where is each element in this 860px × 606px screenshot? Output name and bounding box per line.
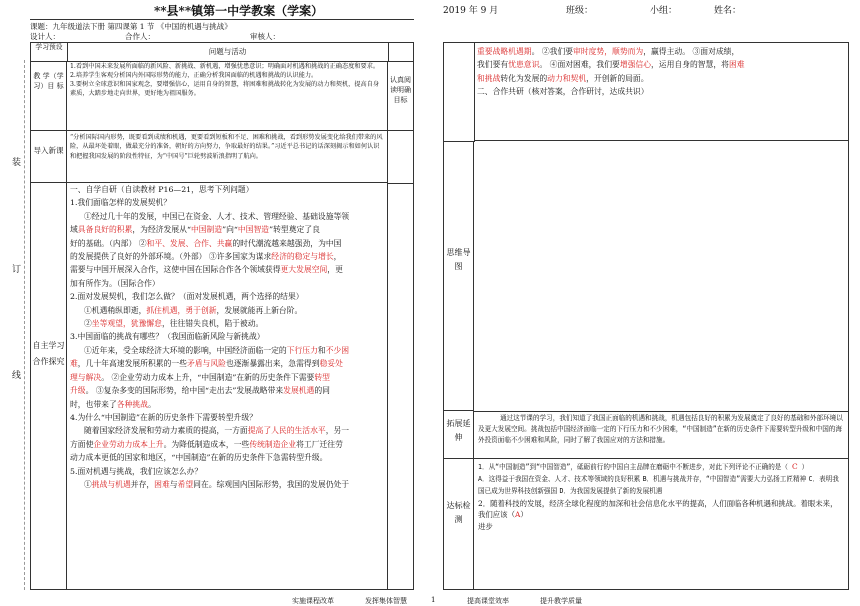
answer-a: A <box>514 510 521 520</box>
answer-line: 时，也带来了各种挑战。 <box>70 399 156 409</box>
section-heading: 一、自学自研（自读教材 P16—21，思考下列问题） <box>70 185 254 194</box>
answer-line: 我们要有忧患意识。 ④面对困难，我们要增强信心，运用自身的智慧，将困难 <box>477 60 745 70</box>
answer-line: 随着国家经济发展和劳动力素质的提高，一方面提高了人民的生活水平，另一 <box>84 426 350 436</box>
class-label: 班级： <box>566 6 594 16</box>
answer-line: ①经过几十年的发展，中国已在资金、人才、技术、管理经验、基础设施等领 <box>84 211 350 221</box>
mindmap-area <box>474 141 848 412</box>
test-content <box>474 459 848 589</box>
binding-line <box>24 60 25 590</box>
answer-line: ①挑战与机遇并存，困难与希望同在。综观国内国际形势，我国的发展仍处于 <box>84 479 350 489</box>
binding-char-ding: 订 <box>12 265 22 275</box>
group-label: 小组： <box>650 6 678 16</box>
test-options: A．这得益于我国在资金、人才、技术等领域的良好积累 B．机遇与挑战并存，“中国智造”需要大力弘扬工匠精神 C．表明我国已成为世界科技创新强国 D．为我国发展提供了新的发展机遇 <box>478 475 839 496</box>
answer-line: ①机遇稍纵即逝，抓住机遇，勇于创新，发展就能再上新台阶。 <box>84 305 303 315</box>
right-table <box>443 42 849 590</box>
answer-line: 的发展提供了良好的外部环境。（外部） ③许多国家为谋求经济的稳定与增长， <box>70 252 342 262</box>
answer-line: 难，几十年高速发展所积累的一些矛盾与风险也逐渐暴露出来，急需得到稳妥处 <box>70 359 343 369</box>
binding-char-zhuang: 装 <box>12 158 22 168</box>
section-heading: 二、合作共研（核对答案，合作研讨，达成共识） <box>477 87 649 97</box>
answer-c: C <box>791 462 798 471</box>
study-content <box>67 183 388 589</box>
footer-text-2: 发挥集体智慧 <box>365 597 407 605</box>
question-4: 4.为什么“中国制造”在新的历史条件下需要转型升级？ <box>70 412 257 422</box>
title-rule <box>30 19 414 20</box>
column-header: 问题与活动 <box>67 43 389 62</box>
answer-line: 域具备良好的积累，为经济发展从“中国制造”向“中国智造”转型奠定了良 <box>70 225 320 235</box>
question-3: 3.中国面临的挑战有哪些？（我国面临新风险与新挑战） <box>70 332 265 342</box>
mindmap-label: 思维导图 <box>444 141 474 411</box>
name-label: 姓名： <box>714 6 742 16</box>
goal-item: 1.看到中国未来发展所面临的新风险、新挑战、新机遇，增强忧患意识；明确面对机遇和挑战的正确态度和要求。 <box>70 63 380 70</box>
continuation-content <box>474 43 848 141</box>
designer-label: 设计人： <box>30 32 60 41</box>
intro-text: “分析国际国内形势，既要看到成绩和机遇，更要看到短板和不足、困难和挑战，看到形势发展变化给我们带来的风险，从最坏处着眼，做最充分的准备，朝好的方向努力，争取最好的结果。”习近平总书记的话深刻揭示和如何认识和把握我国发展的阶段性特征，为“中国号”巨轮劈波斩浪指明了航向。 <box>67 131 388 183</box>
test-question-1: 1．从“中国制造”到“中国智造”，砥砺前行的中国自主品牌在磨砺中不断进步，对此下列评论不正确的是（ C ） <box>478 462 809 471</box>
answer-line: ②坐等观望，犹豫懈怠，往往错失良机，陷于被动。 <box>84 319 264 329</box>
footer-text-4: 提升教学质量 <box>540 597 582 605</box>
intro-label: 导入新课 <box>31 131 67 183</box>
answer-line: ①近年来，受全球经济大环境的影响，中国经济面临一定的下行压力和不少困 <box>84 345 350 355</box>
question-5: 5.面对机遇与挑战，我们应该怎么办？ <box>70 466 203 476</box>
extend-label: 拓展延伸 <box>444 411 474 459</box>
footer-text-3: 提高课堂效率 <box>467 597 509 605</box>
reviewer-label: 审核人： <box>250 32 280 41</box>
goals-note: 认真阅读明确目标 <box>388 61 413 131</box>
study-note-cell <box>388 183 413 589</box>
intro-note-cell <box>388 131 413 184</box>
lesson-topic: 课题：九年级道法下册 第四课第 1 节 《中国的机遇与挑战》 <box>30 22 232 31</box>
page-title: **县**镇第一中学教案（学案） <box>154 4 324 18</box>
goals-text <box>67 61 388 131</box>
answer-line: 好的基础。（内部） ②和平、发展、合作、共赢的时代潮流越来越强劲，为中国 <box>70 238 342 248</box>
answer-line: 动力成本更低的国家和地区，“中国制造”在新的历史条件下急需转型升级。 <box>70 453 328 463</box>
goals-label: 教 学（学习）目 标 <box>31 61 67 131</box>
note-header-cell <box>388 43 413 62</box>
answer-line: 升级。 ③复杂多变的国际形势，给中国“走出去”发展战略带来发展机遇的同 <box>70 386 330 396</box>
answer-line: 加有所作为。（国际合作） <box>70 278 160 288</box>
question-1: 1.我们面临怎样的发展契机？ <box>70 198 172 208</box>
footer-text-1: 实施课程改革 <box>292 597 334 605</box>
collaborator-label: 合作人： <box>125 32 155 41</box>
question-2: 2.面对发展契机，我们怎么做？（面对发展机遇，两个选择的结果） <box>70 292 304 302</box>
answer-line: 和挑战转化为发展的动力和契机，开创新的局面。 <box>477 73 649 83</box>
test-tail: 进步 <box>478 521 493 531</box>
binding-char-xian: 线 <box>12 371 22 381</box>
preview-label: 学习预设 <box>31 43 68 62</box>
goal-item: 2.培养学生客观分析国内外国际形势的能力，正确分析我国面临的机遇和挑战的认识能力。 <box>70 71 318 79</box>
test-question-2: 2．随着科技的发展，经济全球化程度的加深和社会信息化水平的提高，人们面临各种机遇和挑战。着眼未来，我们应该（A） <box>478 498 838 520</box>
cont-label-cell <box>444 43 475 142</box>
extend-text: 通过这节课的学习，我们知道了我国正面临的机遇和挑战，机遇包括良好的积累为发展奠定了良好的基础和外部环境以及更大发展空间。挑战包括中国经济面临一定的下行压力和不少困难，“中国制造”在新的历史条件下需要转型升级和中国的海外投资面临不少困难和风险，同时了解了我国应对的方法和措施。 <box>474 411 848 459</box>
left-table <box>30 42 414 590</box>
study-label: 自主学习合作探究 <box>31 183 67 589</box>
answer-line: 方面使企业劳动力成本上升。为降低制造成本，一些传统制造企业将工厂迁往劳 <box>70 439 343 449</box>
test-label: 达标检测 <box>444 459 474 589</box>
page-number: 1 <box>431 596 436 604</box>
answer-line: 重要战略机遇期。 ②我们要审时度势，顺势而为，赢得主动。 ③面对成绩， <box>477 47 740 56</box>
answer-line: 理与解决。 ②企业劳动力成本上升，“中国制造”在新的历史条件下需要转型 <box>70 372 330 382</box>
answer-line: 需要与中国开展深入合作，这使中国在国际合作各个领域获得更大发展空间，更 <box>70 265 343 275</box>
date-label: 2019 年 9 月 <box>443 6 499 16</box>
goal-item: 3.要树立全球意识和国家观念，要增强信心，运用自身的智慧，将困难和挑战转化为发展的动力和契机，提高自身素质，大踏步地走向世界，更好地为祖国服务。 <box>70 80 380 97</box>
